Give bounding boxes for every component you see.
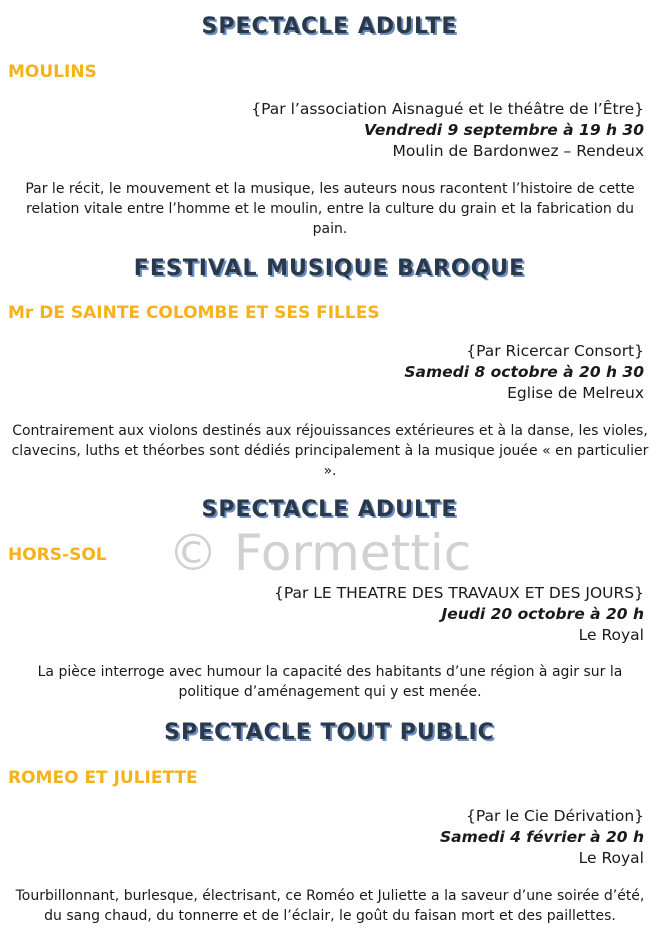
category-heading: FESTIVAL MUSIQUE BAROQUE xyxy=(133,256,526,281)
event-date: Vendredi 9 septembre à 19 h 30 xyxy=(363,121,644,139)
event-organizer: {Par l’association Aisnagué et le théâtre de l’Être} xyxy=(251,100,644,118)
event-meta xyxy=(404,341,644,404)
event-venue: Le Royal xyxy=(578,626,644,644)
event-description: La pièce interroge avec humour la capacité des habitants d’une région à agir sur la politique d’aménagement qui y est menée. xyxy=(37,664,623,700)
event-venue: Le Royal xyxy=(578,849,644,867)
event-organizer: {Par LE THEATRE DES TRAVAUX ET DES JOURS} xyxy=(273,584,644,602)
event-description: Contrairement aux violons destinés aux réjouissances extérieures et à la danse, les violes, clavecins, luths et théorbes sont dédiés principalement à la musique jouée « en particulier ». xyxy=(11,423,649,479)
category-heading: SPECTACLE ADULTE xyxy=(201,497,458,522)
category-heading: SPECTACLE TOUT PUBLIC xyxy=(164,720,495,745)
category-heading: SPECTACLE ADULTE xyxy=(201,14,458,39)
event-meta xyxy=(251,99,644,162)
event-date: Samedi 4 février à 20 h xyxy=(440,828,644,846)
event-title: ROMEO ET JULIETTE xyxy=(8,768,198,788)
event-title: MOULINS xyxy=(8,62,97,82)
event-venue: Moulin de Bardonwez – Rendeux xyxy=(392,142,644,160)
event-venue: Eglise de Melreux xyxy=(507,384,644,402)
event-organizer: {Par Ricercar Consort} xyxy=(466,342,644,360)
event-date: Samedi 8 octobre à 20 h 30 xyxy=(404,363,644,381)
event-description: Tourbillonnant, burlesque, électrisant, ce Roméo et Juliette a la saveur d’une soirée d’été, du sang chaud, du tonnerre et de l’éclair, le goût du faisan mort et des paillettes. xyxy=(15,888,645,924)
event-description: Par le récit, le mouvement et la musique, les auteurs nous racontent l’histoire de cette relation vitale entre l’homme et le moulin, entre la culture du grain et la fabrication du pain. xyxy=(25,181,635,237)
event-title: Mr DE SAINTE COLOMBE ET SES FILLES xyxy=(8,303,380,323)
event-meta xyxy=(274,583,644,646)
event-organizer: {Par le Cie Dérivation} xyxy=(465,807,644,825)
event-title: HORS-SOL xyxy=(8,545,107,565)
event-meta xyxy=(440,806,644,869)
copyright-watermark: © Formettic xyxy=(168,524,472,582)
event-date: Jeudi 20 octobre à 20 h xyxy=(441,605,644,623)
